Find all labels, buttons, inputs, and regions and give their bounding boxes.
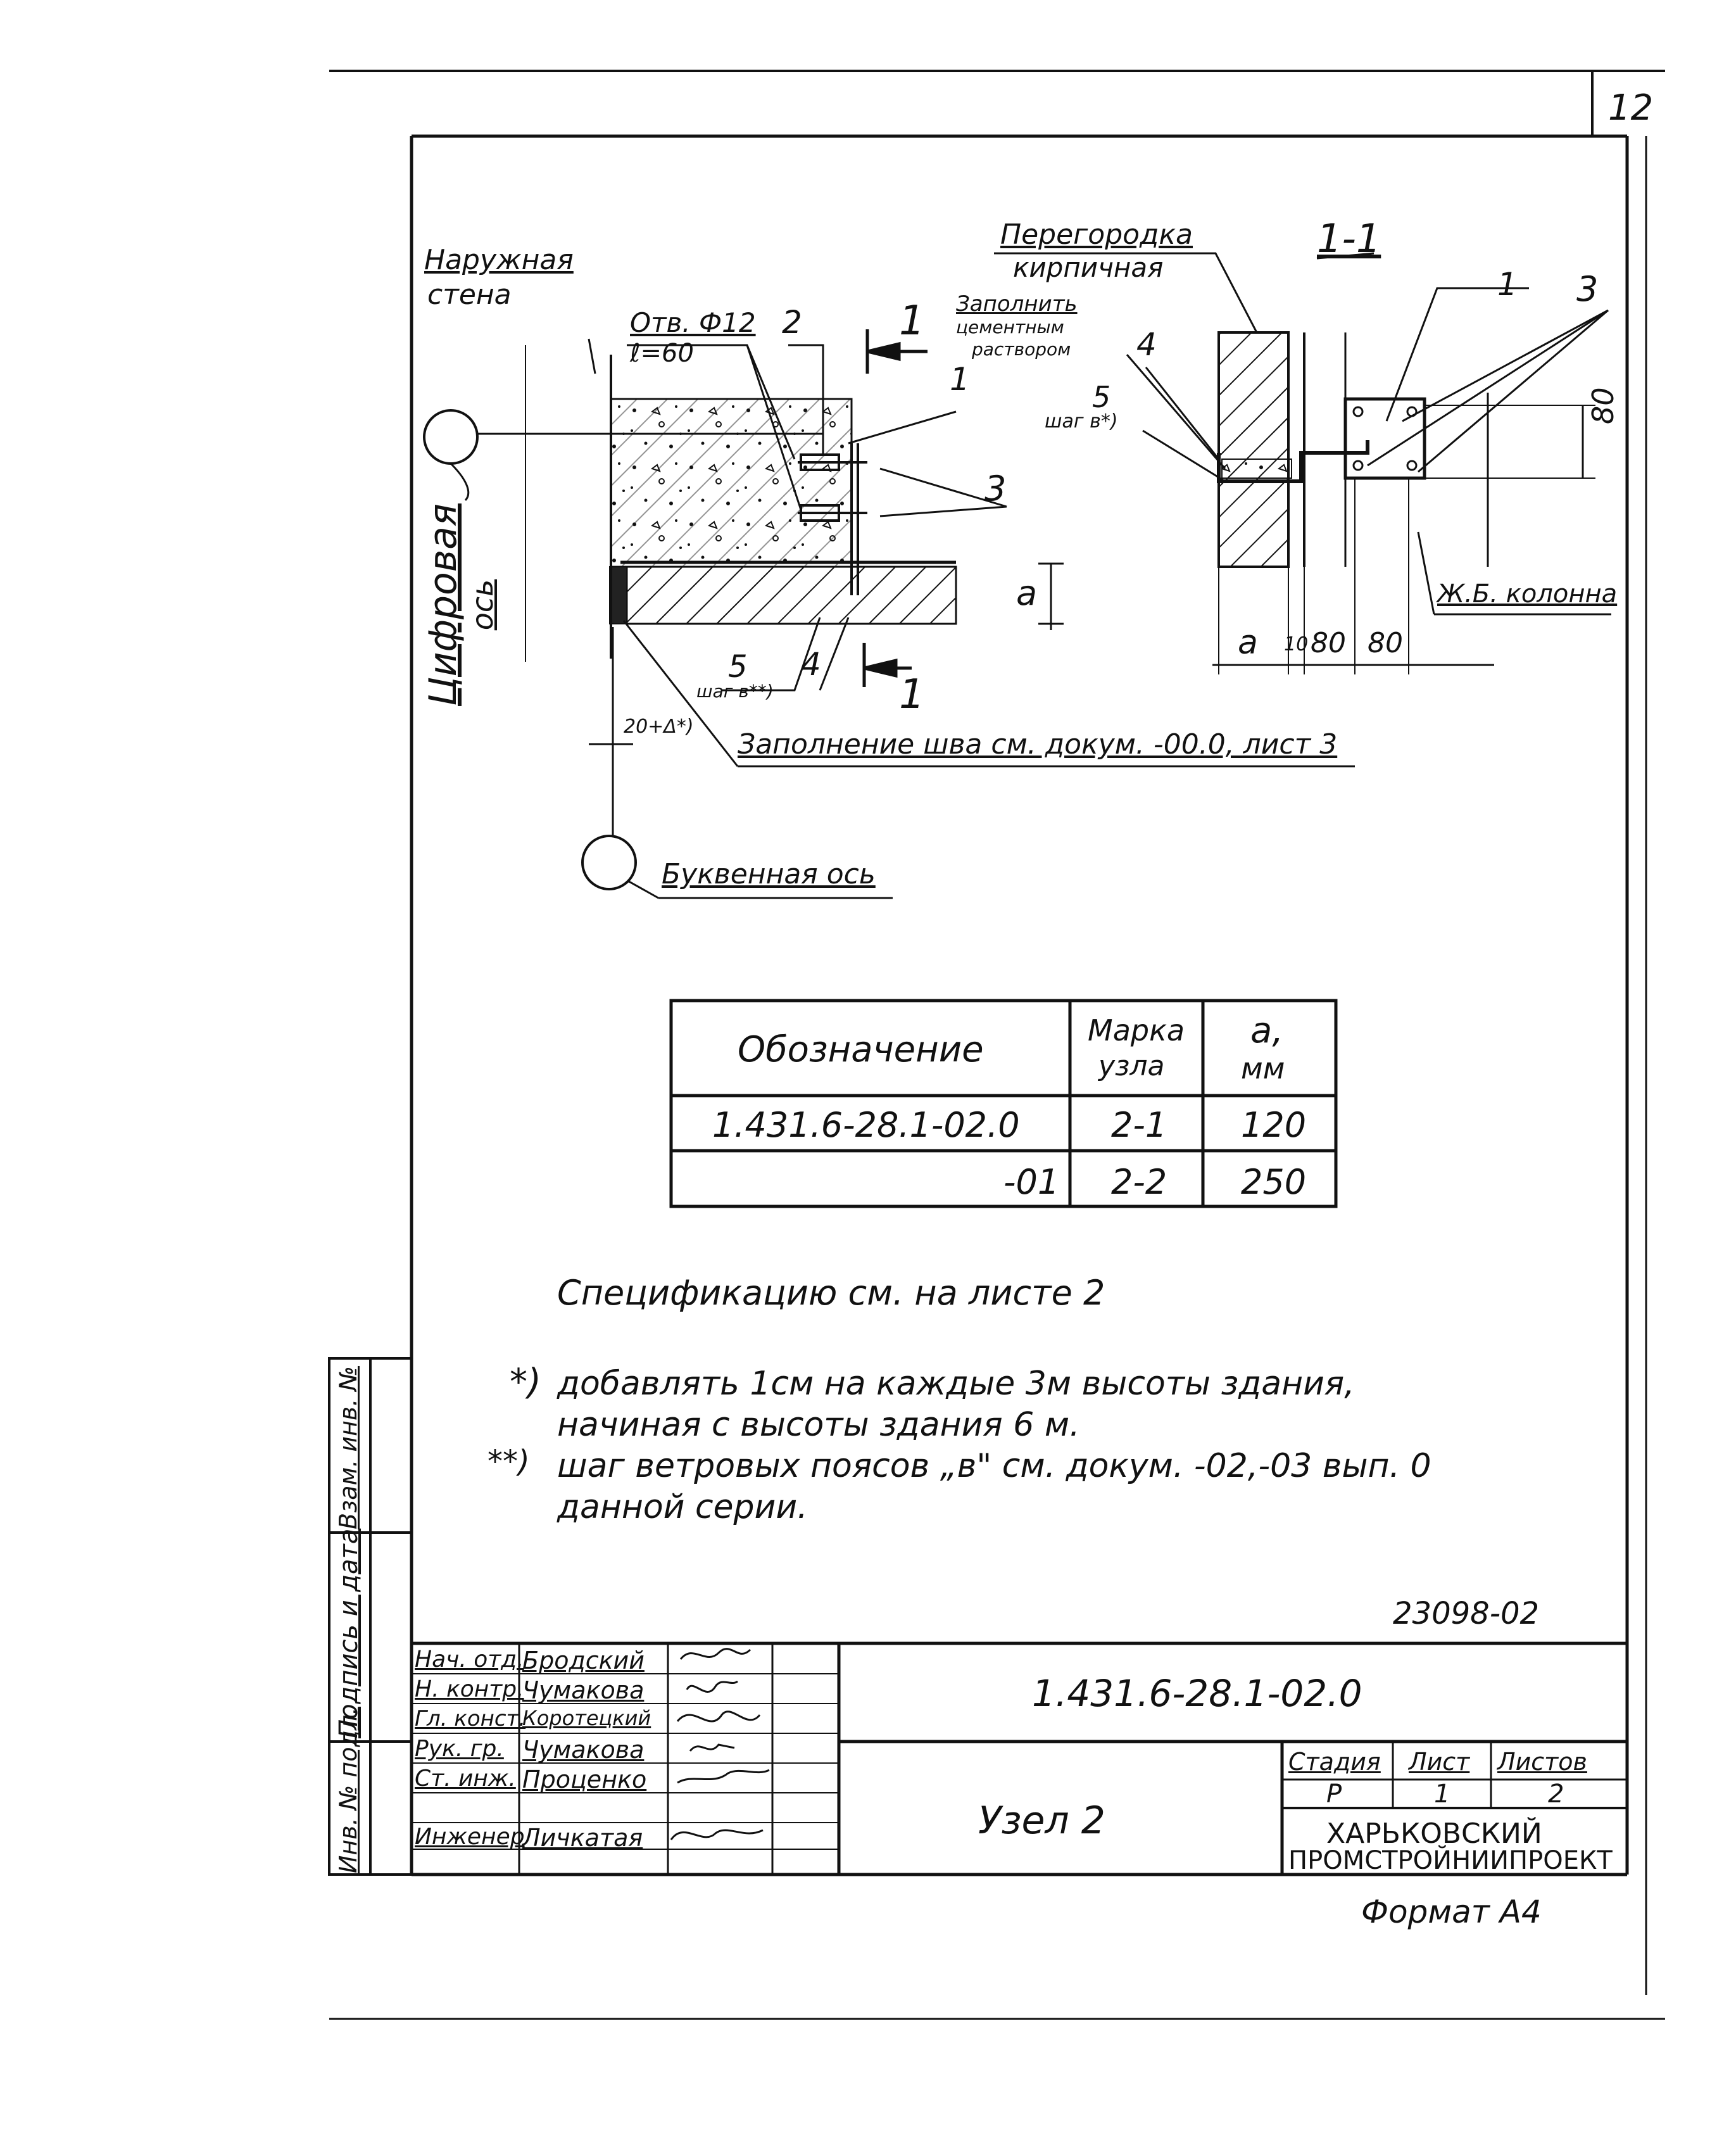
table-cell-a: 120: [1241, 1105, 1307, 1145]
letter-axis-label: Буквенная ось: [662, 858, 876, 890]
table-header-a: а,: [1250, 1010, 1284, 1051]
stage-header: Стадия: [1288, 1748, 1381, 1776]
archive-number: 23098-02: [1393, 1596, 1540, 1631]
table-cell-a: 250: [1241, 1162, 1307, 1202]
organization-name: ХАРЬКОВСКИЙ: [1326, 1818, 1542, 1850]
fill-label-1: Заполнить: [956, 291, 1078, 317]
callout-1: 1: [950, 361, 970, 398]
section-title: 1-1: [1317, 215, 1381, 262]
callout-2: 2: [782, 304, 802, 341]
tb-name-2: Коротецкий: [522, 1706, 651, 1730]
digit-axis-label: [421, 472, 503, 738]
sheets-value: 2: [1548, 1780, 1564, 1809]
callout-5: 5: [728, 649, 748, 685]
section-dim-a: а: [1238, 624, 1258, 662]
callout-3: 3: [984, 469, 1007, 509]
gap-dim-label: 20+Δ*): [624, 716, 694, 738]
tb-role-2: Гл. конст.: [415, 1706, 526, 1731]
hole-length-label: ℓ=60: [630, 339, 694, 368]
partition-label: Перегородка: [1000, 218, 1193, 251]
table-header-mark-2: узла: [1098, 1050, 1165, 1082]
note-2-line-1: шаг ветровых поясов „в" см. докум. -02,-03 вып. 0: [557, 1447, 1431, 1485]
stage-value: Р: [1326, 1780, 1342, 1809]
digit-axis-label-2: ось: [465, 579, 500, 631]
callout-4: 4: [801, 646, 821, 683]
section-callout-5: 5: [1092, 380, 1111, 414]
note-1-line-1: добавлять 1см на каждые 3м высоты здания,: [557, 1365, 1355, 1403]
side-stamp-sign-date: Подпись и дата: [334, 1528, 363, 1738]
table-cell-mark: 2-1: [1111, 1105, 1167, 1145]
note-2-line-2: данной серии.: [557, 1488, 808, 1526]
section-callout-4: 4: [1136, 326, 1157, 363]
tb-role-0: Нач. отд.: [415, 1647, 524, 1673]
step-label: шаг в**): [696, 681, 774, 702]
fill-label-3: раствором: [972, 339, 1071, 360]
tb-role-3: Рук. гр.: [415, 1736, 504, 1762]
section-callout-1: 1: [1497, 266, 1518, 303]
sheets-header: Листов: [1497, 1748, 1587, 1776]
fill-label-2: цементным: [956, 317, 1064, 338]
section-dim-80b: 80: [1368, 627, 1403, 659]
section-mark-bottom: 1: [899, 671, 925, 718]
format-label: Формат А4: [1361, 1894, 1542, 1930]
page-number: 12: [1608, 87, 1654, 129]
joint-fill-note: Заполнение шва см. докум. -00.0, лист 3: [738, 728, 1338, 761]
tb-role-1: Н. контр.: [415, 1676, 524, 1702]
tb-role-4: Ст. инж.: [415, 1766, 516, 1792]
table-header-a-unit: мм: [1241, 1051, 1285, 1085]
section-dim-80-vertical: 80: [1586, 387, 1620, 424]
partition-label-2: кирпичная: [1013, 252, 1164, 283]
signatures: [671, 1649, 769, 1840]
digit-axis-label-1: Цифровая: [421, 503, 465, 706]
tb-name-6: Личкатая: [522, 1824, 643, 1852]
table-header-mark: Марка: [1088, 1013, 1185, 1047]
note-1-marker: *): [510, 1362, 541, 1403]
side-stamp-inv-podl: Инв. № подл.: [334, 1707, 362, 1873]
outer-wall-label: Наружная: [424, 244, 574, 276]
tb-name-4: Проценко: [522, 1766, 647, 1793]
column-label: Ж.Б. колонна: [1437, 579, 1618, 609]
document-code: 1.431.6-28.1-02.0: [1032, 1672, 1362, 1715]
spec-note: Спецификацию см. на листе 2: [557, 1273, 1105, 1313]
section-mark-top: 1: [899, 298, 925, 345]
table-row: -01: [1003, 1162, 1060, 1202]
sheet-value: 1: [1434, 1780, 1450, 1809]
outer-wall-label-2: стена: [427, 279, 512, 311]
hole-label: Отв. Ф12: [630, 307, 756, 338]
drawing-title: Узел 2: [978, 1799, 1105, 1843]
table-header-designation: Обозначение: [738, 1029, 984, 1070]
sheet-header: Лист: [1409, 1748, 1470, 1776]
tb-role-6: Инженер: [415, 1824, 525, 1850]
note-1-line-2: начиная с высоты здания 6 м.: [557, 1406, 1080, 1444]
tb-name-1: Чумакова: [522, 1676, 645, 1704]
note-2-marker: **): [487, 1444, 530, 1479]
section-1-1-drawing: [994, 253, 1611, 674]
tb-name-3: Чумакова: [522, 1736, 645, 1764]
section-dim-10: 10: [1284, 633, 1309, 655]
tb-name-0: Бродский: [522, 1647, 645, 1674]
section-callout-3: 3: [1576, 269, 1599, 309]
dim-a-label: а: [1016, 573, 1038, 613]
side-stamp-vzam-inv: Взам. инв. №: [334, 1365, 362, 1529]
section-step-label: шаг в*): [1045, 410, 1118, 433]
organization-name-2: ПРОМСТРОЙНИИПРОЕКТ: [1288, 1846, 1613, 1875]
table-cell-mark: 2-2: [1111, 1162, 1167, 1202]
table-row: 1.431.6-28.1-02.0: [712, 1105, 1020, 1145]
section-dim-80a: 80: [1311, 627, 1346, 659]
